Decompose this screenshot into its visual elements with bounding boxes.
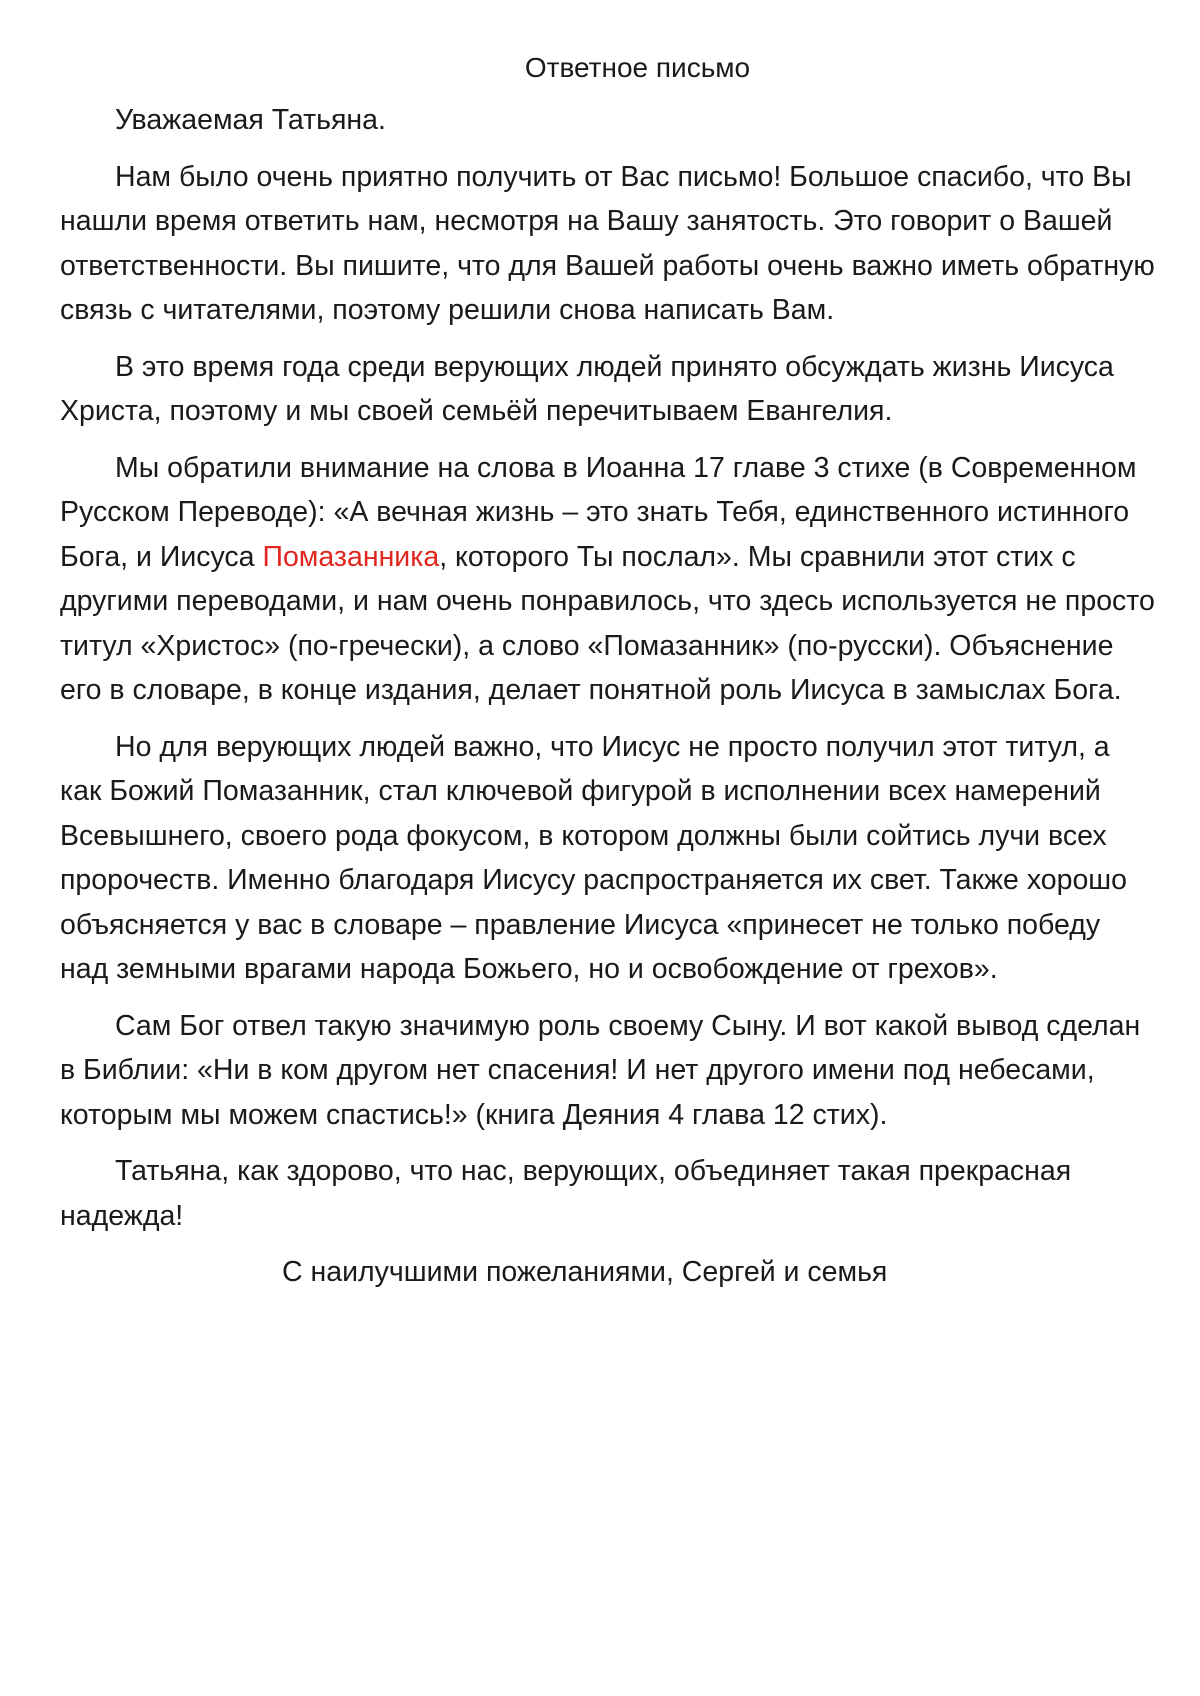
letter-signature: С наилучшими пожеланиями, Сергей и семья xyxy=(282,1256,888,1288)
paragraph-2: В это время года среди верующих людей принято обсуждать жизнь Иисуса Христа, поэтому и мы своей семьёй перечитываем Евангелия. xyxy=(60,350,1114,427)
letter-greeting: Уважаемая Татьяна. xyxy=(115,104,386,136)
highlighted-word: Помазанника xyxy=(262,540,440,573)
paragraph-1: Нам было очень приятно получить от Вас письмо! Большое спасибо, что Вы нашли время ответить нам, несмотря на Вашу занятость. Это говорит о Вашей ответственности. Вы пишите, что для Вашей работы очень важно иметь обратную связь с читателями, поэтому решили снова написать Вам. xyxy=(60,160,1155,326)
paragraph-3-text-start: Мы обратили внимание на слова в Иоанна 17 главе 3 стихе (в Современном Русском Переводе): «А вечная жизнь – это знать Тебя, единственного истинного Бога, и Иисуса xyxy=(60,451,1137,573)
letter-title: Ответное письмо xyxy=(524,52,751,83)
letter-page xyxy=(60,48,1155,1295)
paragraph-3-text-end: , которого Ты послал». Мы сравнили этот стих с другими переводами, и нам очень понравилось, что здесь используется не просто титул «Христос» (по-гречески), а слово «Помазанник» (по-русски). Объяснение его в словаре, в конце издания, делает понятной роль Иисуса в замыслах Бога. xyxy=(60,540,1155,706)
paragraph-5: Сам Бог отвел такую значимую роль своему Сыну. И вот какой вывод сделан в Библии: «Ни в ком другом нет спасения! И нет другого имени под небесами, которым мы можем спастись!» (книга Деяния 4 глава 12 стих). xyxy=(60,1009,1141,1131)
paragraph-3 xyxy=(60,446,1155,713)
paragraph-4: Но для верующих людей важно, что Иисус не просто получил этот титул, а как Божий Помазанник, стал ключевой фигурой в исполнении всех намерений Всевышнего, своего рода фокусом, в котором должны были сойтись лучи всех пророчеств. Именно благодаря Иисусу распространяется их свет. Также хорошо объясняется у вас в словаре – правление Иисуса «принесет не только победу над земными врагами народа Божьего, но и освобождение от грехов». xyxy=(60,730,1128,985)
paragraph-6: Татьяна, как здорово, что нас, верующих, объединяет такая прекрасная надежда! xyxy=(60,1155,1072,1232)
